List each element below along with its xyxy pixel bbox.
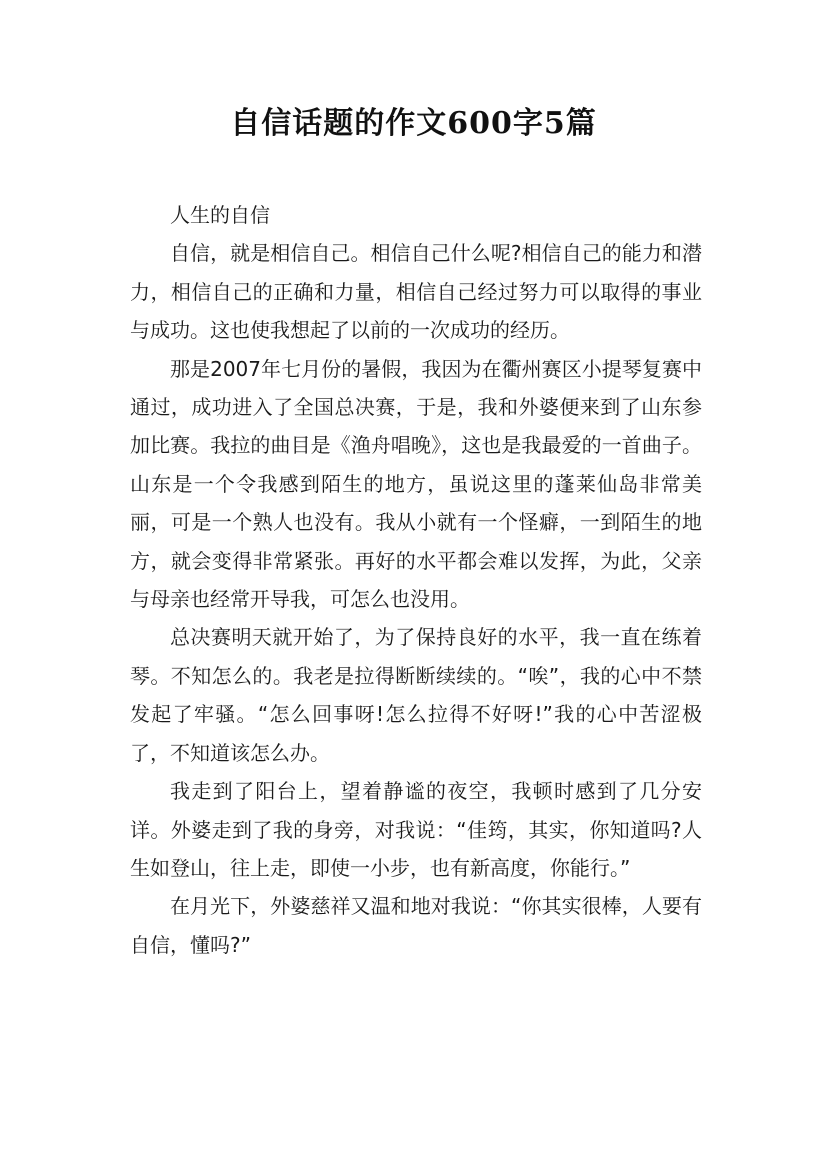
paragraph: 那是2007年七月份的暑假，我因为在衢州赛区小提琴复赛中通过，成功进入了全国总决赛，于是，我和外婆便来到了山东参加比赛。我拉的曲目是《渔舟唱晚》，这也是我最爱的一首曲子。山东是一个令我感到陌生的地方，虽说这里的蓬莱仙岛非常美丽，可是一个熟人也没有。我从小就有一个怪癖，一到陌生的地方，就会变得非常紧张。再好的水平都会难以发挥，为此，父亲与母亲也经常开导我，可怎么也没用。 bbox=[130, 356, 702, 612]
document-title: 自信话题的作文600字5篇 bbox=[230, 106, 597, 141]
document-body bbox=[130, 196, 702, 964]
section-heading: 人生的自信 bbox=[170, 203, 270, 227]
paragraph: 自信，就是相信自己。相信自己什么呢?相信自己的能力和潜力，相信自己的正确和力量，相信自己经过努力可以取得的事业与成功。这也使我想起了以前的一次成功的经历。 bbox=[130, 241, 702, 343]
paragraph: 我走到了阳台上，望着静谧的夜空，我顿时感到了几分安详。外婆走到了我的身旁，对我说：“佳筠，其实，你知道吗?人生如登山，往上走，即使一小步，也有新高度，你能行。” bbox=[130, 779, 702, 880]
paragraph: 总决赛明天就开始了，为了保持良好的水平，我一直在练着琴。不知怎么的。我老是拉得断断续续的。“唉”，我的心中不禁发起了牢骚。“怎么回事呀!怎么拉得不好呀!”我的心中苦涩极了，不知道该怎么办。 bbox=[130, 625, 702, 765]
paragraph: 在月光下，外婆慈祥又温和地对我说：“你其实很棒，人要有自信，懂吗?” bbox=[130, 894, 702, 957]
